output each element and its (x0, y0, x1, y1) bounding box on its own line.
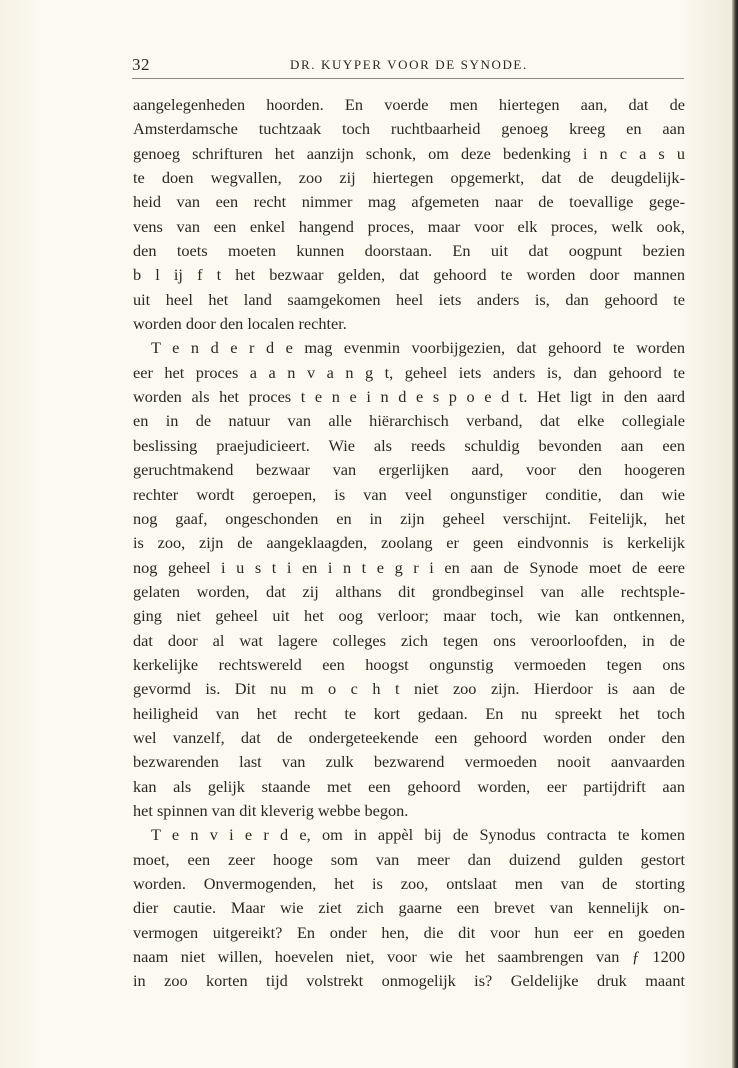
body-text (133, 93, 685, 994)
text-line: vens van een enkel hangend proces, maar voor elk proces, welk ook, (133, 216, 685, 236)
text-line: heiligheid van het recht te kort gedaan. En nu spreekt het toch (133, 703, 685, 723)
text-line: dier cautie. Maar wie ziet zich gaarne een brevet van kennelijk on- (133, 898, 685, 918)
text-line: en in de natuur van alle hiërarchisch verband, dat elke collegiale (133, 411, 685, 431)
text-line: is zoo, zijn de aangeklaagden, zoolang er geen eindvonnis is kerkelijk (133, 533, 685, 553)
text-line: nog geheel i u s t i en i n t e g r i en aan de Synode moet de eere (133, 557, 685, 577)
text-line: Amsterdamsche tuchtzaak toch ruchtbaarheid genoeg kreeg en aan (133, 119, 685, 139)
text-line: worden als het proces t e n e i n d e s p o e d t. Het ligt in den aard (133, 387, 685, 407)
text-line: den toets moeten kunnen doorstaan. En uit dat oogpunt bezien (133, 241, 685, 261)
text-line: in zoo korten tijd volstrekt onmogelijk is? Geldelijke druk maant (133, 971, 685, 991)
text-line: het spinnen van dit kleverig webbe begon. (133, 800, 409, 820)
text-line: heid van een recht nimmer mag afgemeten naar de toevallige gege- (133, 192, 685, 212)
text-line: nog gaaf, ongeschonden en in zijn geheel verschijnt. Feitelijk, het (133, 508, 685, 528)
header-rule (132, 78, 684, 79)
text-line: te doen wegvallen, zoo zij hiertegen opgemerkt, dat de deugdelijk- (133, 168, 685, 188)
text-line: moet, een zeer hooge som van meer dan duizend gulden gestort (133, 849, 685, 869)
text-line: gelaten worden, dat zij althans dit grondbeginsel van alle rechtsple- (133, 581, 685, 601)
running-head: DR. KUYPER VOOR DE SYNODE. (290, 57, 528, 72)
text-line: eer het proces a a n v a n g t, geheel iets anders is, dan gehoord te (133, 362, 685, 382)
text-line: beslissing praejudicieert. Wie als reeds schuldig bevonden aan een (133, 435, 685, 455)
text-line: dat door al wat lagere colleges zich tegen ons veroorloofden, in de (133, 630, 685, 650)
page-edge-shadow (732, 0, 738, 1068)
text-line: b l ij f t het bezwaar gelden, dat gehoord te worden door mannen (133, 265, 685, 285)
text-line: worden. Onvermogenden, het is zoo, ontslaat men van de storting (133, 874, 685, 893)
text-line: T e n d e r d e mag evenmin voorbijgezien, dat gehoord te worden (151, 338, 685, 358)
text-line: aangelegenheden hoorden. En voerde men hiertegen aan, dat de (133, 95, 685, 114)
text-line: naam niet willen, hoevelen niet, voor wie het saambrengen van ƒ 1200 (133, 947, 685, 967)
text-line: ging niet geheel uit het oog verloor; maar toch, wie kan ontkennen, (133, 606, 685, 626)
page-number: 32 (132, 55, 150, 74)
text-line: rechter wordt geroepen, is van veel ongunstiger conditie, dan wie (133, 484, 685, 504)
text-line: uit heel het land saamgekomen heel iets anders is, dan gehoord te (133, 289, 685, 309)
text-line: T e n v i e r d e, om in appèl bij de Synodus contracta te komen (151, 825, 685, 845)
text-line: kerkelijke rechtswereld een hoogst ongunstig vermoeden tegen ons (133, 654, 685, 674)
text-line: wel vanzelf, dat de ondergeteekende een gehoord worden onder den (133, 727, 685, 747)
text-line: vermogen uitgereikt? En onder hen, die dit voor hun eer en goeden (133, 922, 685, 942)
text-line: geruchtmakend bezwaar van ergerlijken aard, voor den hoogeren (133, 460, 685, 480)
page-header (132, 55, 684, 77)
text-line: genoeg schrifturen het aanzijn schonk, om deze bedenking i n c a s u (133, 143, 685, 163)
text-line: gevormd is. Dit nu m o c h t niet zoo zijn. Hierdoor is aan de (133, 679, 685, 699)
text-line: worden door den localen rechter. (133, 314, 347, 334)
text-line: bezwarenden last van zulk bezwarend vermoeden nooit aanvaarden (133, 752, 685, 772)
text-line: kan als gelijk staande met een gehoord worden, eer partijdrift aan (133, 776, 685, 796)
